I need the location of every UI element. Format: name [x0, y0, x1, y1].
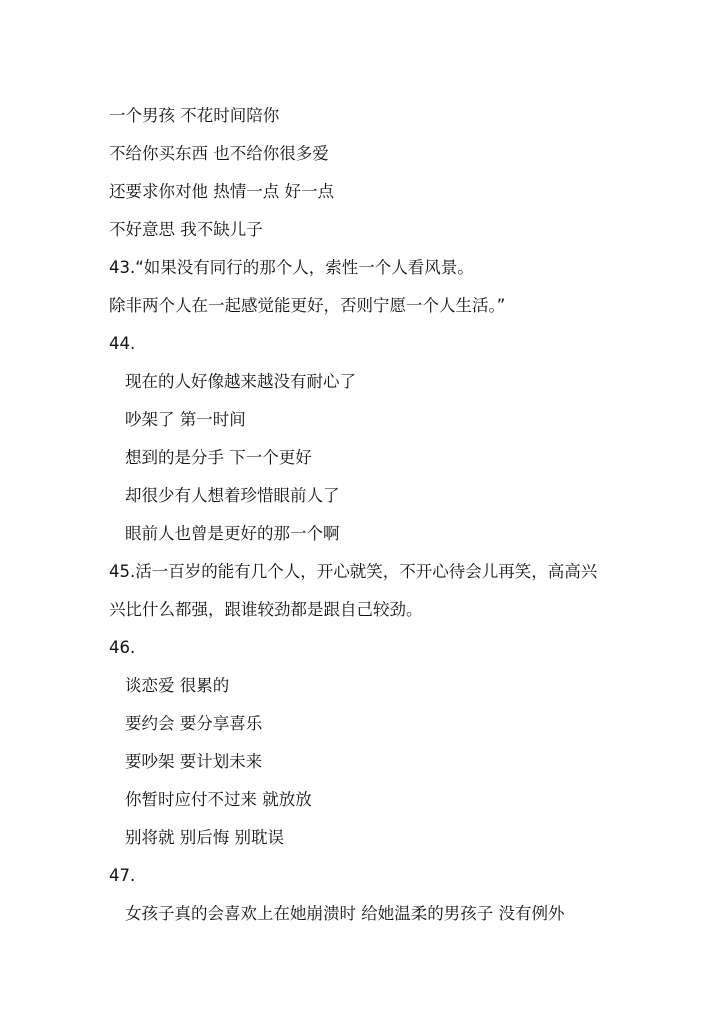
text-line: 要吵架 要计划未来 — [125, 752, 263, 771]
text-line: 谈恋爱 很累的 — [125, 676, 230, 695]
text-line: 要约会 要分享喜乐 — [125, 714, 263, 733]
text-line: 现在的人好像越来越没有耐心了 — [125, 372, 356, 391]
section-number: 46. — [109, 638, 136, 657]
text-line: 一个男孩 不花时间陪你 — [109, 106, 280, 125]
text-line: 眼前人也曾是更好的那一个啊 — [125, 524, 340, 543]
text-line: 43.“如果没有同行的那个人，索性一个人看风景。 — [109, 258, 474, 277]
text-line: 不给你买东西 也不给你很多爱 — [109, 144, 329, 163]
text-line: 还要求你对他 热情一点 好一点 — [109, 182, 334, 201]
text-line: 吵架了 第一时间 — [125, 410, 246, 429]
text-line: 45.活一百岁的能有几个人，开心就笑，不开心待会儿再笑，高高兴 — [109, 562, 598, 581]
text-line: 想到的是分手 下一个更好 — [125, 448, 312, 467]
text-line: 除非两个人在一起感觉能更好，否则宁愿一个人生活。” — [109, 296, 506, 315]
text-line: 不好意思 我不缺儿子 — [109, 220, 263, 239]
text-line: 别将就 别后悔 别耽误 — [125, 828, 284, 847]
section-number: 47. — [109, 866, 136, 885]
section-number: 44. — [109, 334, 136, 353]
text-line: 兴比什么都强，跟谁较劲都是跟自己较劲。 — [109, 600, 423, 619]
text-line: 你暂时应付不过来 就放放 — [125, 790, 312, 809]
text-line: 却很少有人想着珍惜眼前人了 — [125, 486, 340, 505]
text-line: 女孩子真的会喜欢上在她崩溃时 给她温柔的男孩子 没有例外 — [125, 904, 565, 923]
